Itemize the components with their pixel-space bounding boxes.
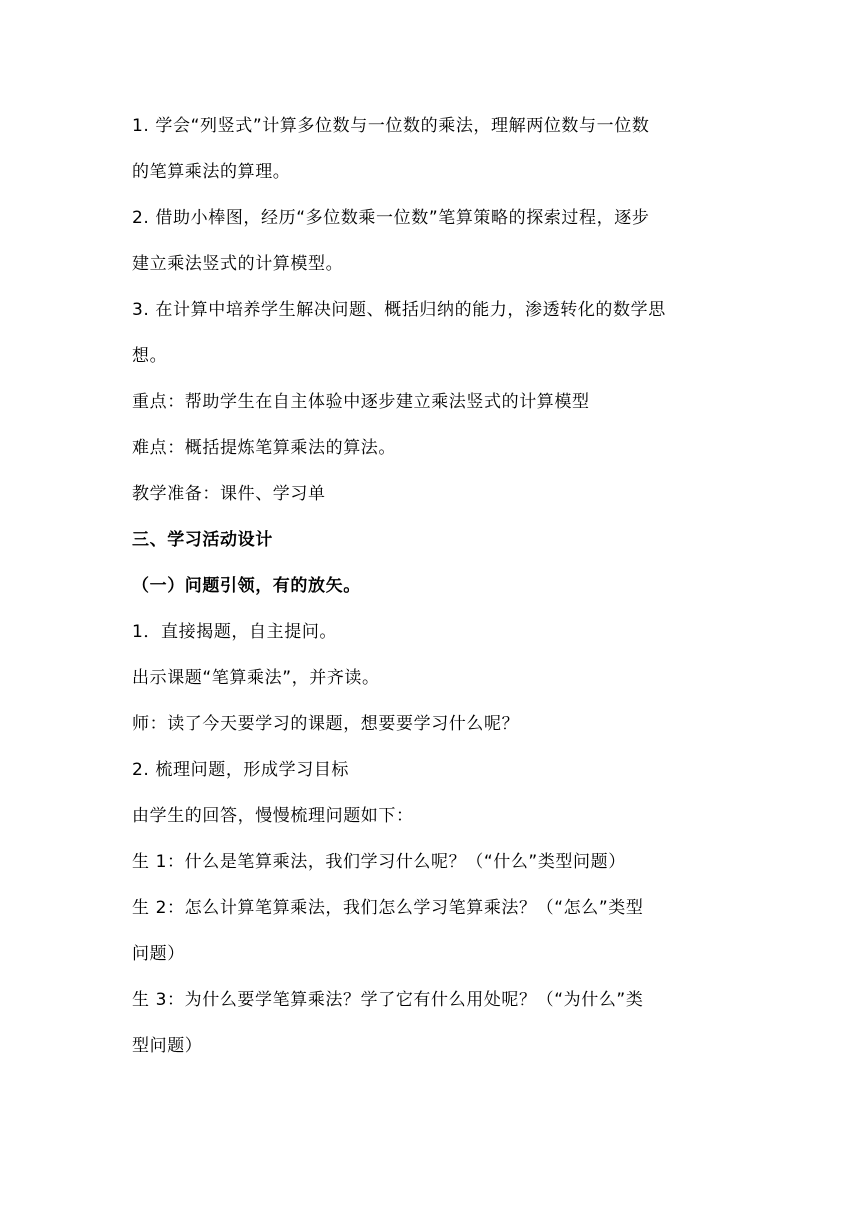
difficult-point: 难点：概括提炼笔算乘法的算法。: [132, 438, 396, 458]
objective-1-line-1: 1. 学会“列竖式”计算多位数与一位数的乘法，理解两位数与一位数: [132, 116, 650, 136]
student-3-answer-line-2: 型问题）: [132, 1036, 203, 1056]
student-1-answer: 生 1：什么是笔算乘法，我们学习什么呢？（“什么”类型问题）: [132, 852, 626, 872]
section-heading-activity-design: 三、学习活动设计: [132, 530, 273, 550]
teacher-question: 师：读了今天要学习的课题，想要要学习什么呢？: [132, 714, 520, 734]
objective-3-line-1: 3. 在计算中培养学生解决问题、概括归纳的能力，渗透转化的数学思: [132, 300, 666, 320]
organize-questions-line: 由学生的回答，慢慢梳理问题如下：: [132, 806, 414, 826]
key-point: 重点：帮助学生在自主体验中逐步建立乘法竖式的计算模型: [132, 392, 590, 412]
objective-3-line-2: 想。: [132, 346, 168, 366]
objective-2-line-2: 建立乘法竖式的计算模型。: [132, 254, 344, 274]
objective-2-line-1: 2. 借助小棒图，经历“多位数乘一位数”笔算策略的探索过程，逐步: [132, 208, 650, 228]
teaching-preparation: 教学准备：课件、学习单: [132, 484, 326, 504]
show-topic-line: 出示课题“笔算乘法”，并齐读。: [132, 668, 380, 688]
student-2-answer-line-2: 问题）: [132, 944, 185, 964]
step-2-title: 2. 梳理问题，形成学习目标: [132, 760, 350, 780]
step-1-title: 1．直接揭题，自主提问。: [132, 622, 338, 642]
student-2-answer-line-1: 生 2：怎么计算笔算乘法，我们怎么学习笔算乘法？（“怎么”类型: [132, 898, 644, 918]
subsection-heading-problem-guidance: （一）问题引领，有的放矢。: [132, 576, 361, 596]
objective-1-line-2: 的笔算乘法的算理。: [132, 162, 291, 182]
student-3-answer-line-1: 生 3：为什么要学笔算乘法？学了它有什么用处呢？（“为什么”类: [132, 990, 644, 1010]
